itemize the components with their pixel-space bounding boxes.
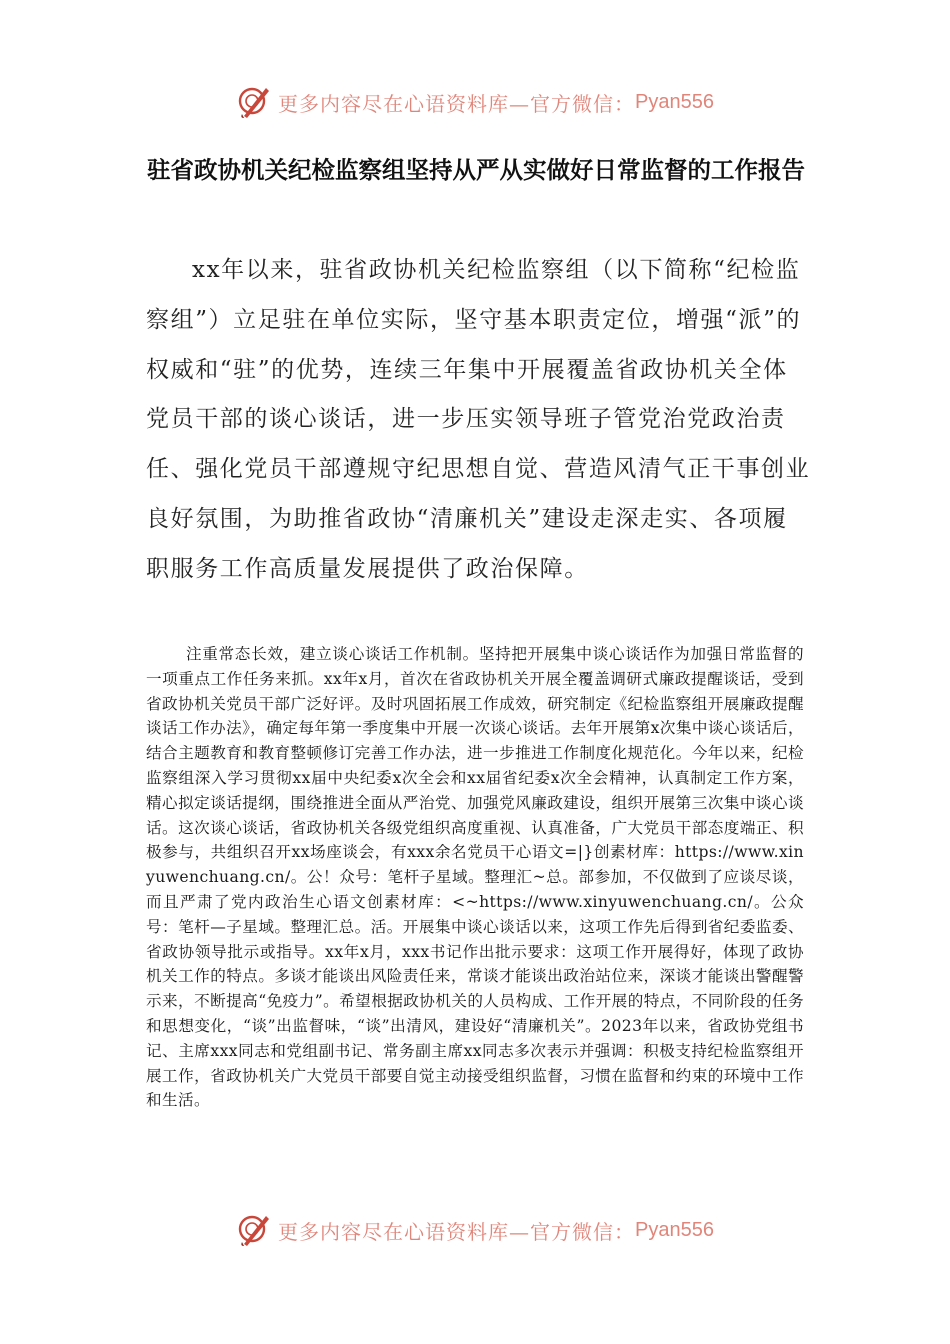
- intro-paragraph: xx年以来，驻省政协机关纪检监察组（以下简称“纪检监察组”）立足驻在单位实际，坚守基本职责定位，增强“派”的权威和“驻”的优势，连续三年集中开展覆盖省政协机关全体党员干部的谈心谈话，进一步压实领导班子管党治党政治责任、强化党员干部遵规守纪思想自觉、营造风清气正干事创业良好氛围，为助推省政协“清廉机关”建设走深走实、各项履职服务工作高质量发展提供了政治保障。: [146, 257, 811, 582]
- watermark-text: 更多内容尽在心语资料库—官方微信：: [278, 91, 636, 116]
- body-paragraph: 注重常态长效，建立谈心谈话工作机制。坚持把开展集中谈心谈话作为加强日常监督的一项重点工作任务来抓。xx年x月，首次在省政协机关开展全覆盖调研式廉政提醒谈话，受到省政协机关党员干部广泛好评。及时巩固拓展工作成效，研究制定《纪检监察组开展廉政提醒谈话工作办法》，确定每年第一季度集中开展一次谈心谈话。去年开展第x次集中谈心谈话后，结合主题教育和教育整顿修订完善工作办法，进一步推进工作制度化规范化。今年以来，纪检监察组深入学习贯彻xx届中央纪委x次全会和xx届省纪委x次全会精神，认真制定工作方案，精心拟定谈话提纲，围绕推进全面从严治党、加强党风廉政建设，组织开展第三次集中谈心谈话。这次谈心谈话，省政协机关各级党组织高度重视、认真准备，广大党员干部态度端正、积极参与，共组织召开xx场座谈会，有xxx余名党员干心语文=|}创素材库：https://www.xinyuwenchuang.cn/。公！众号：笔杆子星域。整理汇~总。部参加，不仅做到了应谈尽谈，而且严肃了党内政治生心语文创素材库：<~https://www.xinyuwenchuang.cn/。公众号：笔杆—子星域。整理汇总。活。开展集中谈心谈话以来，这项工作先后得到省纪委监委、省政协领导批示或指导。xx年x月，xxx书记作出批示要求：这项工作开展得好，体现了政协机关工作的特点。多谈才能谈出风险责任来，常谈才能谈出政治站位来，深谈才能谈出警醒警示来，不断提高“免疫力”。希望根据政协机关的人员构成、工作开展的特点，不同阶段的任务和思想变化，“谈”出监督味，“谈”出清风，建设好“清廉机关”。2023年以来，省政协党组书记、主席xxx同志和党组副书记、常务副主席xx同志多次表示并强调：积极支持纪检监察组开展工作，省政协机关广大党员干部要自觉主动接受组织监督，习惯在监督和约束的环境中工作和生活。: [146, 645, 804, 1110]
- watermark-banner-top: [0, 80, 950, 124]
- document-title: 驻省政协机关纪检监察组坚持从严从实做好日常监督的工作报告: [147, 156, 805, 184]
- brush-pen-logo-icon: [236, 1212, 272, 1248]
- brush-pen-logo-icon: [236, 84, 272, 120]
- watermark-banner-bottom: [0, 1208, 950, 1252]
- watermark-wechat-id: Pyan556: [635, 1218, 714, 1241]
- watermark-wechat-id: Pyan556: [635, 90, 714, 113]
- watermark-text: 更多内容尽在心语资料库—官方微信：: [278, 1219, 636, 1244]
